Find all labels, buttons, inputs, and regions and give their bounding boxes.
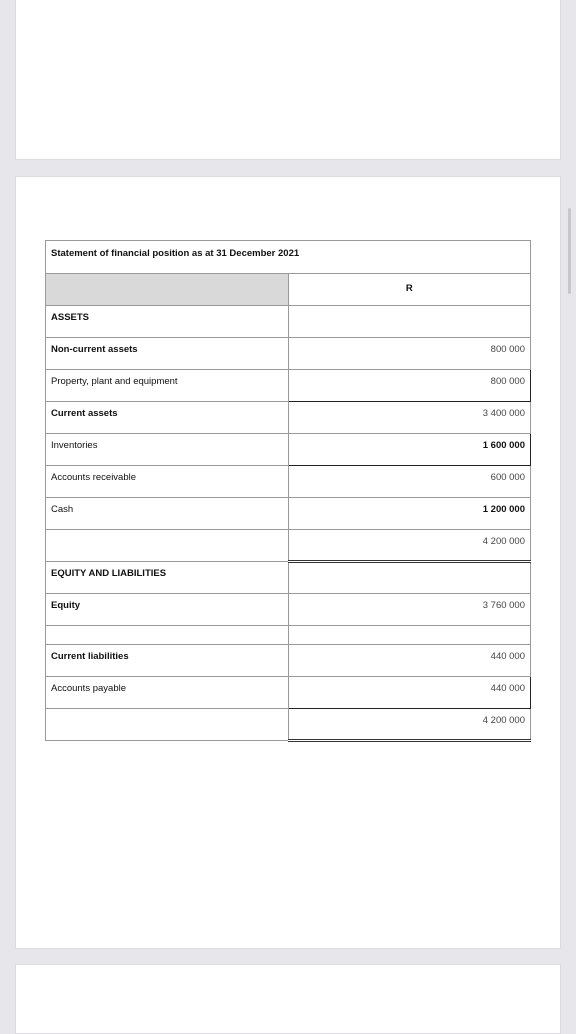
table-row — [46, 498, 531, 530]
row-amount: 3 760 000 — [288, 594, 531, 626]
table-row — [46, 530, 531, 562]
row-amount: 1 200 000 — [288, 498, 531, 530]
statement-of-financial-position-table — [45, 240, 531, 742]
row-label: Current liabilities — [46, 645, 289, 677]
row-label: EQUITY AND LIABILITIES — [46, 562, 289, 594]
row-label: Equity — [46, 594, 289, 626]
row-amount: 3 400 000 — [288, 402, 531, 434]
table-row — [46, 306, 531, 338]
row-amount: 600 000 — [288, 466, 531, 498]
row-label: Accounts receivable — [46, 466, 289, 498]
row-amount — [288, 306, 531, 338]
row-label — [46, 626, 289, 645]
row-label: Inventories — [46, 434, 289, 466]
vertical-scrollbar[interactable] — [568, 208, 571, 294]
total-equity-liabilities-amount: 4 200 000 — [288, 709, 531, 741]
row-label: Current assets — [46, 402, 289, 434]
table-row — [46, 709, 531, 741]
table-row — [46, 562, 531, 594]
table-row — [46, 626, 531, 645]
row-label — [46, 530, 289, 562]
document-page-previous — [15, 0, 561, 160]
row-amount: 800 000 — [288, 338, 531, 370]
row-label: Accounts payable — [46, 677, 289, 709]
row-amount: 440 000 — [288, 677, 531, 709]
row-amount — [288, 562, 531, 594]
table-row — [46, 402, 531, 434]
table-row — [46, 370, 531, 402]
row-label: Cash — [46, 498, 289, 530]
row-label — [46, 709, 289, 741]
currency-header: R — [288, 274, 531, 306]
row-label: Property, plant and equipment — [46, 370, 289, 402]
statement-title: Statement of financial position as at 31 December 2021 — [46, 241, 531, 274]
total-assets-amount: 4 200 000 — [288, 530, 531, 562]
row-amount: 800 000 — [288, 370, 531, 402]
table-title-row — [46, 241, 531, 274]
table-header-row — [46, 274, 531, 306]
table-row — [46, 594, 531, 626]
table-row — [46, 677, 531, 709]
table-row — [46, 434, 531, 466]
row-label: Non-current assets — [46, 338, 289, 370]
table-row — [46, 645, 531, 677]
table-row — [46, 466, 531, 498]
table-row — [46, 338, 531, 370]
row-label: ASSETS — [46, 306, 289, 338]
header-label-cell — [46, 274, 289, 306]
row-amount — [288, 626, 531, 645]
row-amount: 1 600 000 — [288, 434, 531, 466]
row-amount: 440 000 — [288, 645, 531, 677]
